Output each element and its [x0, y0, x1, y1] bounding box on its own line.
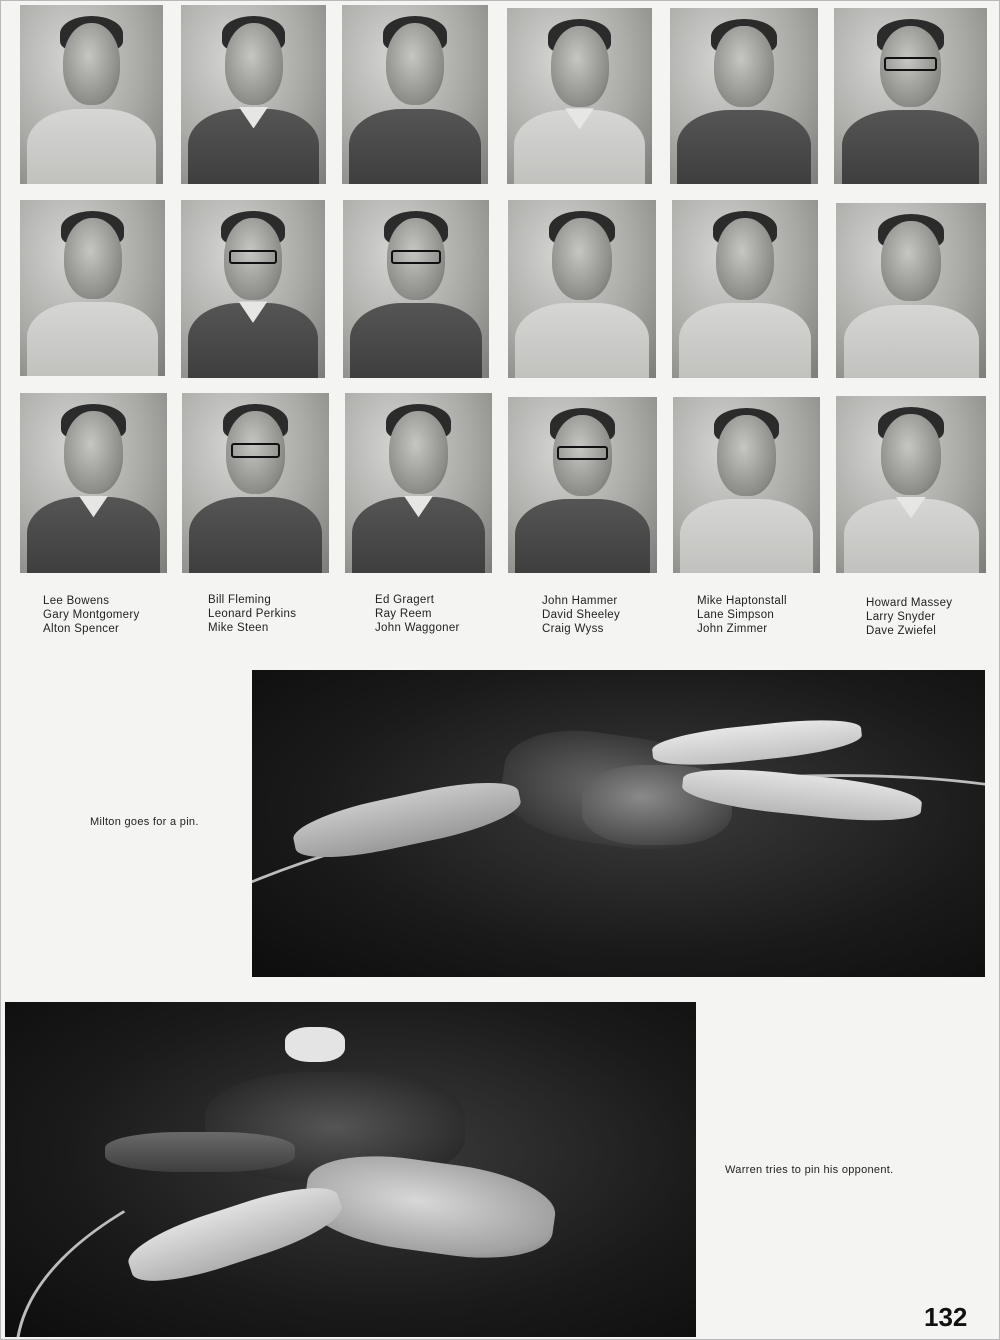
name-list	[43, 594, 193, 636]
portrait-photo	[343, 200, 489, 378]
wrestler-foot	[285, 1027, 345, 1062]
wrestler-leg	[105, 1132, 295, 1172]
student-name: Mike Haptonstall	[697, 595, 787, 607]
portrait-photo	[342, 5, 488, 184]
portrait-photo	[508, 397, 657, 573]
portrait-photo	[673, 397, 820, 573]
glasses-detail	[557, 446, 608, 460]
student-name: Gary Montgomery	[43, 609, 140, 621]
portrait-photo	[181, 5, 326, 184]
glasses-detail	[391, 250, 441, 264]
portrait-photo	[670, 8, 818, 184]
portrait-photo	[836, 396, 986, 573]
portrait-photo	[345, 393, 492, 573]
student-name: Lane Simpson	[697, 609, 775, 621]
portrait-photo	[182, 393, 329, 573]
student-name: John Zimmer	[697, 623, 768, 635]
student-name: Bill Fleming	[208, 594, 272, 606]
name-list	[375, 593, 525, 635]
student-name: John Hammer	[542, 595, 618, 607]
student-name: Dave Zwiefel	[866, 625, 937, 637]
student-name: Lee Bowens	[43, 595, 110, 607]
glasses-detail	[229, 250, 278, 264]
portrait-photo	[181, 200, 325, 378]
wrestler-leg	[651, 714, 864, 771]
name-list	[697, 594, 847, 636]
student-name: Howard Massey	[866, 597, 953, 609]
student-name: Craig Wyss	[542, 623, 604, 635]
glasses-detail	[884, 57, 936, 71]
student-name: Mike Steen	[208, 622, 269, 634]
portrait-photo	[20, 200, 165, 376]
portrait-photo	[507, 8, 652, 184]
student-name: Leonard Perkins	[208, 608, 297, 620]
student-name: Ed Gragert	[375, 594, 435, 606]
photo-caption: Warren tries to pin his opponent.	[725, 1164, 894, 1176]
page-number: 132	[924, 1302, 968, 1332]
student-name: Ray Reem	[375, 608, 432, 620]
photo-caption: Milton goes for a pin.	[90, 816, 199, 828]
portrait-photo	[508, 200, 656, 378]
name-list	[866, 596, 1000, 638]
portrait-photo	[672, 200, 818, 378]
name-list	[208, 593, 358, 635]
portrait-photo	[20, 5, 163, 184]
student-name: Larry Snyder	[866, 611, 936, 623]
glasses-detail	[231, 443, 281, 457]
wrestling-photo-2	[5, 1002, 696, 1337]
wrestling-photo-1	[252, 670, 985, 977]
student-name: Alton Spencer	[43, 623, 120, 635]
portrait-photo	[836, 203, 986, 378]
name-list	[542, 594, 692, 636]
portrait-photo	[20, 393, 167, 573]
student-name: David Sheeley	[542, 609, 621, 621]
portrait-photo	[834, 8, 987, 184]
student-name: John Waggoner	[375, 622, 460, 634]
